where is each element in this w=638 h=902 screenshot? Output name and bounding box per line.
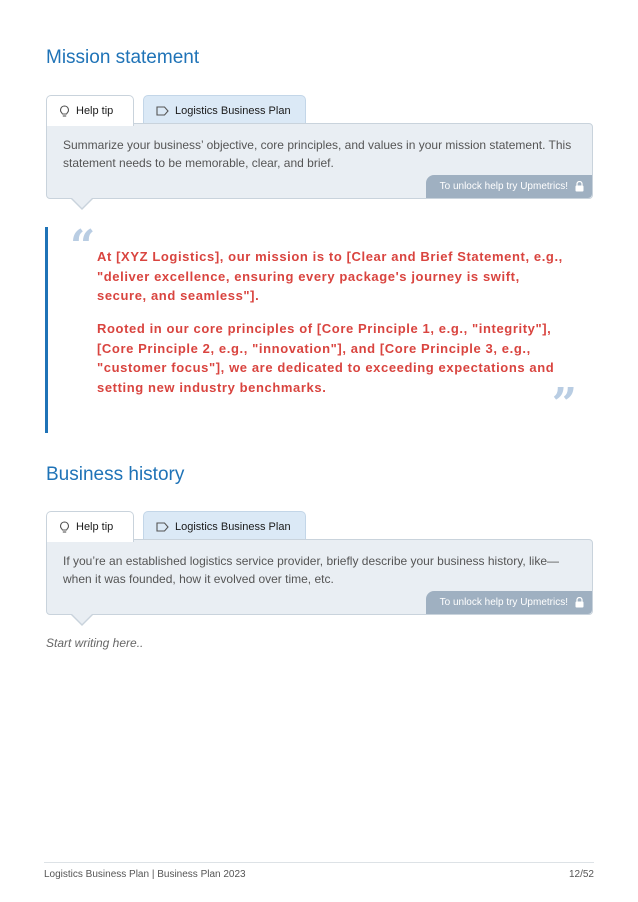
tab-help-tip[interactable]	[46, 511, 134, 542]
section-title-mission: Mission statement	[46, 47, 200, 68]
tab-business-plan-label: Logistics Business Plan	[175, 520, 291, 533]
footer-divider	[44, 862, 594, 863]
tip-tabs-history	[46, 511, 316, 541]
lock-icon	[575, 597, 584, 611]
close-quote-icon: ”	[551, 379, 577, 430]
quote-bar	[45, 227, 48, 433]
tab-help-tip-label: Help tip	[76, 521, 114, 533]
unlock-help-label: To unlock help try Upmetrics!	[439, 181, 568, 192]
writing-placeholder[interactable]: Start writing here..	[46, 636, 144, 650]
tag-icon	[156, 522, 169, 532]
tip-tabs-mission	[46, 95, 316, 125]
mission-quote	[45, 221, 593, 433]
open-quote-icon: “	[70, 221, 96, 272]
section-title-history: Business history	[46, 464, 185, 485]
unlock-help-label: To unlock help try Upmetrics!	[439, 597, 568, 608]
tab-business-plan[interactable]	[143, 511, 306, 541]
tab-business-plan-label: Logistics Business Plan	[175, 104, 291, 117]
lightbulb-icon	[59, 105, 70, 118]
tip-pointer	[71, 199, 93, 210]
unlock-help-button[interactable]	[426, 591, 592, 614]
lightbulb-icon	[59, 521, 70, 534]
tab-help-tip[interactable]	[46, 95, 134, 126]
tag-icon	[156, 106, 169, 116]
tab-business-plan[interactable]	[143, 95, 306, 125]
help-tip-box-history	[46, 539, 593, 615]
footer-document-title: Logistics Business Plan | Business Plan 2023	[44, 869, 246, 880]
footer-page-number: 12/52	[568, 869, 594, 880]
unlock-help-button[interactable]	[426, 175, 592, 198]
tip-pointer	[71, 615, 93, 626]
help-tip-text: Summarize your business’ objective, core principles, and values in your mission statement. This statement needs to be memorable, clear, and brief.	[63, 138, 572, 170]
help-tip-text: If you’re an established logistics service provider, briefly describe your business history, like—when it was founded, how it evolved over time, etc.	[63, 554, 559, 586]
quote-paragraph-1: At [XYZ Logistics], our mission is to [Clear and Brief Statement, e.g., "deliver excellence, ensuring every package's journey is swift, secure, and seamless"].	[97, 249, 563, 303]
tab-help-tip-label: Help tip	[76, 105, 114, 117]
quote-paragraph-2: Rooted in our core principles of [Core Principle 1, e.g., "integrity"], [Core Principle 2, e.g., "innovation"], and [Core Principle 3, e.g., "customer focus"], we are dedicated to exceeding expectations and setting new industry benchmarks.	[97, 321, 555, 395]
lock-icon	[575, 181, 584, 195]
help-tip-box-mission	[46, 123, 593, 199]
